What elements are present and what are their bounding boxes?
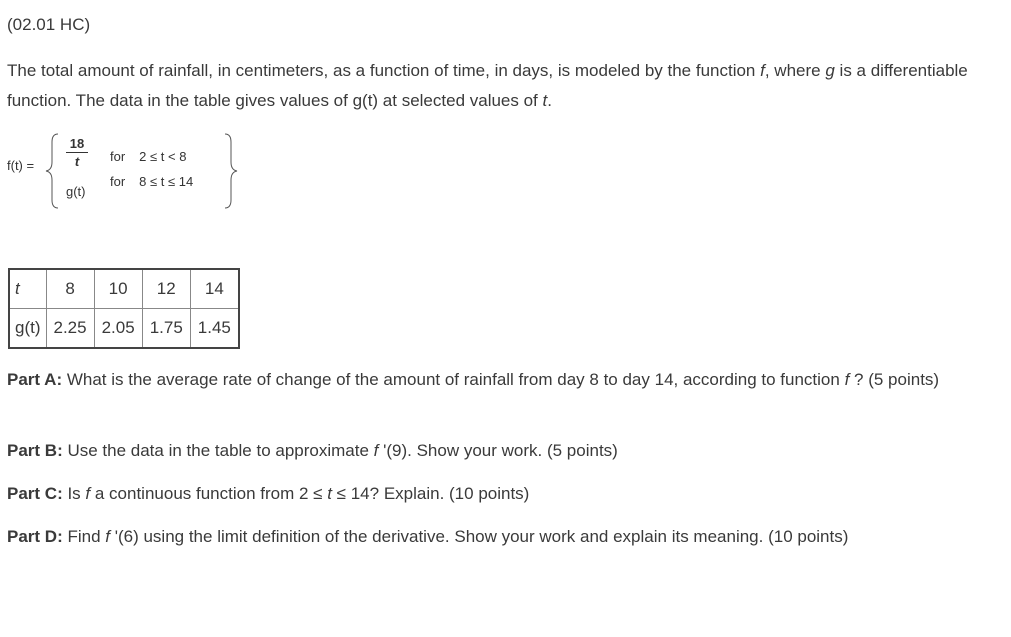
part-c-f: f: [85, 484, 91, 503]
piece1-denominator: t: [74, 154, 80, 169]
table-cell: 14: [190, 269, 239, 309]
table-cell: 1.75: [142, 309, 190, 349]
table-cell: 2.05: [94, 309, 142, 349]
piece2-condition: 8 ≤ t ≤ 14: [139, 174, 194, 189]
right-brace: [225, 134, 237, 208]
data-table: [8, 268, 240, 349]
intro-text-1: The total amount of rainfall, in centimeters, as a function of time, in days, is modeled by the function: [7, 61, 761, 80]
intro-g: g: [825, 61, 835, 80]
part-a-label: Part A:: [7, 370, 63, 389]
table-cell: 10: [94, 269, 142, 309]
intro-t: t: [542, 91, 548, 110]
table-cell: 12: [142, 269, 190, 309]
intro-text-5: .: [547, 91, 552, 110]
table-cell: 8: [46, 269, 94, 309]
piecewise-lhs: f(t) =: [7, 158, 35, 173]
piecewise-braces: [0, 128, 240, 214]
part-d-text-2: '(6) using the limit definition of the derivative. Show your work and explain its meaning. (10 points): [110, 527, 849, 546]
part-d-label: Part D:: [7, 527, 63, 546]
piece2-expression: g(t): [66, 184, 86, 199]
part-b-label: Part B:: [7, 441, 63, 460]
piece2-condition-row: [110, 174, 193, 189]
part-c-label: Part C:: [7, 484, 63, 503]
part-c: [7, 480, 997, 508]
intro-gt: g(t): [352, 91, 379, 110]
part-c-text-3: ≤ 14? Explain. (10 points): [331, 484, 530, 503]
fraction-bar: [66, 152, 88, 153]
table-header-gt: g(t): [9, 309, 46, 349]
part-b-f: f: [373, 441, 379, 460]
intro-f: f: [760, 61, 765, 80]
table-cell: 2.25: [46, 309, 94, 349]
piece1-fraction: [66, 136, 88, 169]
part-a-f: f: [844, 370, 850, 389]
piece1-condition-row: [110, 149, 186, 164]
question-id: (02.01 HC): [7, 15, 91, 34]
piece1-condition: 2 ≤ t < 8: [139, 149, 187, 164]
piece1-numerator: 18: [69, 136, 85, 151]
part-c-t: t: [327, 484, 332, 503]
part-b-text-1: Use the data in the table to approximate: [62, 441, 374, 460]
intro-text-3: is a differentiable function. The data in the table gives values of: [7, 61, 968, 110]
piecewise-function: [0, 128, 240, 214]
part-b: [7, 437, 997, 465]
part-c-text-1: Is: [62, 484, 86, 503]
intro-text-2: , where: [764, 61, 826, 80]
part-d-text-1: Find: [62, 527, 106, 546]
part-c-text-2: a continuous function from 2 ≤: [90, 484, 328, 503]
piece1-for: for: [110, 149, 126, 164]
question-intro: [7, 56, 997, 116]
table-row-gt: [9, 309, 239, 349]
table-row-t: [9, 269, 239, 309]
piece2-for: for: [110, 174, 126, 189]
part-d-f: f: [105, 527, 110, 546]
part-a-text-1: What is the average rate of change of the amount of rainfall from day 8 to day 14, according to function: [62, 370, 845, 389]
table-header-t: t: [9, 269, 46, 309]
part-a: [7, 366, 997, 394]
left-brace: [46, 134, 58, 208]
part-a-text-2: ? (5 points): [849, 370, 940, 389]
part-d: [7, 523, 997, 551]
intro-text-4: at selected values of: [378, 91, 543, 110]
table-cell: 1.45: [190, 309, 239, 349]
part-b-text-2: '(9). Show your work. (5 points): [378, 441, 618, 460]
